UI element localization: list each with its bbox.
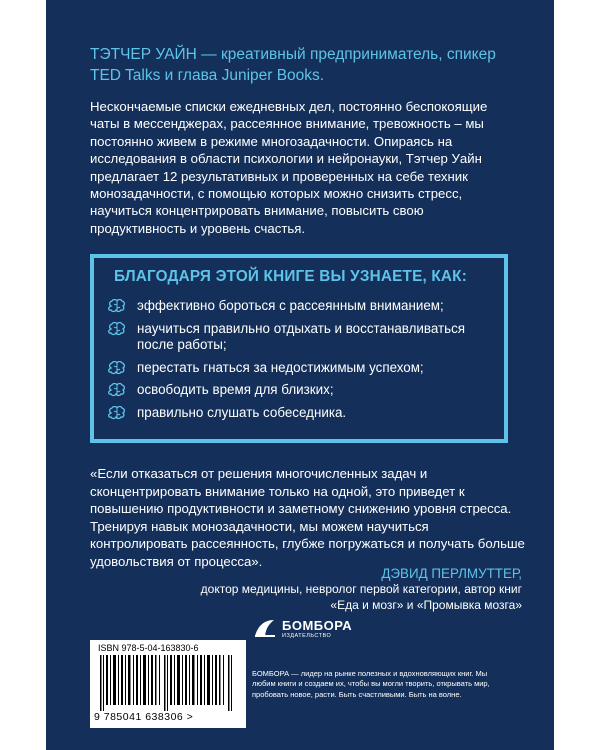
list-item <box>108 298 498 315</box>
benefit-text: правильно слушать собеседника. <box>137 404 347 420</box>
back-cover <box>46 0 554 750</box>
quote-text: «Если отказаться от решения многочисленных задач и сконцентрировать внимание только на одной, это приведет к повышению продуктивности и заметному снижению уровня стресса. Тренируя навык монозадачности, мы можем научиться контролировать рассеянность, глубже погружаться и получать больше удовольствия от процесса». <box>90 466 525 569</box>
isbn-label: ISBN 978-5-04-163830-6 <box>98 643 199 653</box>
publisher-blurb: БОМБОРА — лидер на рынке полезных и вдохновляющих книг. Мы любим книги и создаем их, чтобы вы могли творить, открывать мир, пробовать новое, расти. Быть счастливыми. Быть на волне. <box>252 669 490 699</box>
list-item <box>108 321 498 354</box>
book-description: Нескончаемые списки ежедневных дел, постоянно беспокоящие чаты в мессенджерах, рассеянное внимание, тревожность – мы постоянно живем в режиме многозадачности. Опираясь на исследования в области психологии и нейронауки, Тэтчер Уайн предлагает 12 результативных и проверенных на себе техник монозадачности, с помощью которых можно снизить стресс, научиться концентрировать внимание, повысить свою продуктивность и уровень счастья. <box>90 99 488 236</box>
quote-credentials: доктор медицины, невролог первой категории, автор книг «Еда и мозг» и «Промывка мозга» <box>200 582 522 612</box>
benefit-text: освободить время для близких; <box>137 382 334 397</box>
barcode-panel <box>90 640 246 728</box>
brain-icon <box>108 383 126 397</box>
benefit-text: эффективно бороться с рассеянным вниманием; <box>137 298 444 313</box>
brain-icon <box>108 322 126 336</box>
list-item <box>108 382 498 399</box>
list-item <box>108 360 498 377</box>
benefit-text: научиться правильно отдыхать и восстанавливаться после работы; <box>137 320 466 352</box>
barcode <box>98 655 236 711</box>
list-item <box>108 405 498 422</box>
barcode-number: 9 785041 638306 > <box>94 711 194 723</box>
author-line: ТЭТЧЕР УАЙН — креативный предприниматель, спикер TED Talks и глава Juniper Books. <box>90 46 496 84</box>
publisher-subtitle: ИЗДАТЕЛЬСТВО <box>282 633 332 639</box>
brain-icon <box>108 361 126 375</box>
benefits-box <box>90 254 508 443</box>
bombora-logo-icon <box>252 616 278 640</box>
brain-icon <box>108 299 126 313</box>
benefits-list <box>108 298 498 427</box>
publisher-logo <box>252 616 362 640</box>
quote-author: ДЭВИД ПЕРЛМУТТЕР, <box>381 566 522 581</box>
benefits-title: БЛАГОДАРЯ ЭТОЙ КНИГЕ ВЫ УЗНАЕТЕ, КАК: <box>114 268 467 285</box>
publisher-name: БОМБОРА <box>282 618 353 633</box>
benefit-text: перестать гнаться за недостижимым успехом; <box>137 359 424 375</box>
brain-icon <box>108 406 126 420</box>
